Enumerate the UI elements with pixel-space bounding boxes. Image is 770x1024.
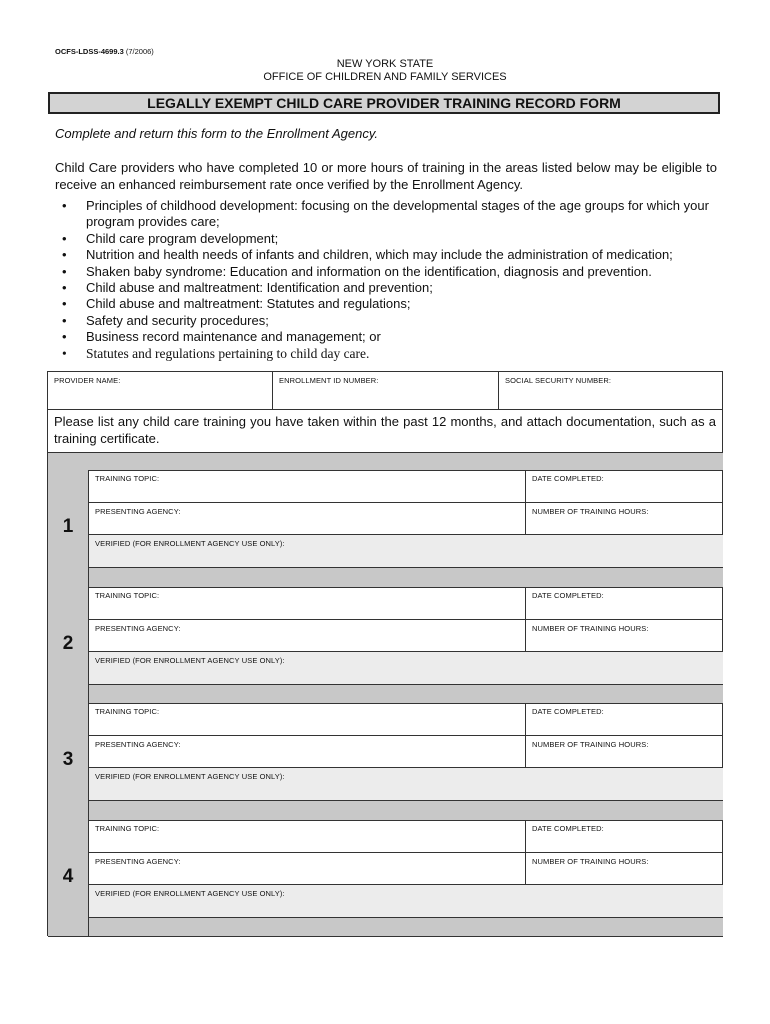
enrollment-id-field[interactable]: ENROLLMENT ID NUMBER:	[279, 376, 379, 385]
list-item: • Statutes and regulations pertaining to child day care.	[55, 346, 717, 362]
training-topic-field[interactable]: TRAINING TOPIC:	[95, 824, 160, 833]
training-topic-field[interactable]: TRAINING TOPIC:	[95, 591, 160, 600]
date-completed-field[interactable]: DATE COMPLETED:	[532, 824, 604, 833]
training-hours-field[interactable]: NUMBER OF TRAINING HOURS:	[532, 624, 649, 633]
list-item: • Shaken baby syndrome: Education and information on the identification, diagnosis and prevention.	[55, 264, 717, 280]
entry-separator-bar	[89, 568, 723, 587]
training-areas-list	[55, 198, 717, 362]
intro-paragraph: Child Care providers who have completed 10 or more hours of training in the areas listed below may be eligible to receive an enhanced reimbursement rate once verified by the Enrollment Agency.	[55, 160, 717, 192]
list-instruction: Please list any child care training you have taken within the past 12 months, and attach documentation, such as a training certificate.	[54, 414, 716, 446]
ssn-field[interactable]: SOCIAL SECURITY NUMBER:	[505, 376, 612, 385]
training-topic-field[interactable]: TRAINING TOPIC:	[95, 707, 160, 716]
entry-separator-bar	[89, 801, 723, 820]
agency-header	[0, 58, 770, 84]
provider-name-field[interactable]: PROVIDER NAME:	[54, 376, 121, 385]
entry-separator-bar	[89, 918, 723, 937]
list-item: • Child abuse and maltreatment: Statutes and regulations;	[55, 296, 717, 312]
presenting-agency-field[interactable]: PRESENTING AGENCY:	[95, 624, 181, 633]
presenting-agency-field[interactable]: PRESENTING AGENCY:	[95, 740, 181, 749]
date-completed-field[interactable]: DATE COMPLETED:	[532, 707, 604, 716]
instruction-text: Complete and return this form to the Enrollment Agency.	[55, 126, 378, 141]
presenting-agency-field[interactable]: PRESENTING AGENCY:	[95, 857, 181, 866]
entry-number: 3	[62, 749, 74, 770]
verified-field[interactable]: VERIFIED (FOR ENROLLMENT AGENCY USE ONLY):	[89, 535, 723, 567]
office-name: OFFICE OF CHILDREN AND FAMILY SERVICES	[263, 71, 507, 83]
state-name: NEW YORK STATE	[336, 58, 434, 70]
entry-number: 2	[62, 633, 74, 654]
entry-number: 4	[62, 866, 74, 887]
training-record-table	[47, 371, 723, 936]
training-hours-field[interactable]: NUMBER OF TRAINING HOURS:	[532, 507, 649, 516]
verified-field[interactable]: VERIFIED (FOR ENROLLMENT AGENCY USE ONLY):	[89, 885, 723, 917]
form-title: LEGALLY EXEMPT CHILD CARE PROVIDER TRAINING RECORD FORM	[48, 92, 720, 114]
list-item: • Safety and security procedures;	[55, 313, 717, 329]
training-topic-field[interactable]: TRAINING TOPIC:	[95, 474, 160, 483]
list-item: • Business record maintenance and management; or	[55, 329, 717, 345]
presenting-agency-field[interactable]: PRESENTING AGENCY:	[95, 507, 181, 516]
date-completed-field[interactable]: DATE COMPLETED:	[532, 474, 604, 483]
separator-bar	[48, 453, 723, 470]
verified-field[interactable]: VERIFIED (FOR ENROLLMENT AGENCY USE ONLY):	[89, 768, 723, 800]
form-code: OCFS-LDSS-4699.3 (7/2006)	[55, 47, 154, 56]
date-completed-field[interactable]: DATE COMPLETED:	[532, 591, 604, 600]
entry-number: 1	[62, 516, 74, 537]
list-item: • Principles of childhood development: focusing on the developmental stages of the age groups for which your program provides care;	[55, 198, 717, 231]
list-item: • Child care program development;	[55, 231, 717, 247]
list-item: • Nutrition and health needs of infants and children, which may include the administration of medication;	[55, 247, 717, 263]
entry-separator-bar	[89, 685, 723, 704]
training-hours-field[interactable]: NUMBER OF TRAINING HOURS:	[532, 857, 649, 866]
verified-field[interactable]: VERIFIED (FOR ENROLLMENT AGENCY USE ONLY):	[89, 652, 723, 684]
list-item: • Child abuse and maltreatment: Identification and prevention;	[55, 280, 717, 296]
training-hours-field[interactable]: NUMBER OF TRAINING HOURS:	[532, 740, 649, 749]
